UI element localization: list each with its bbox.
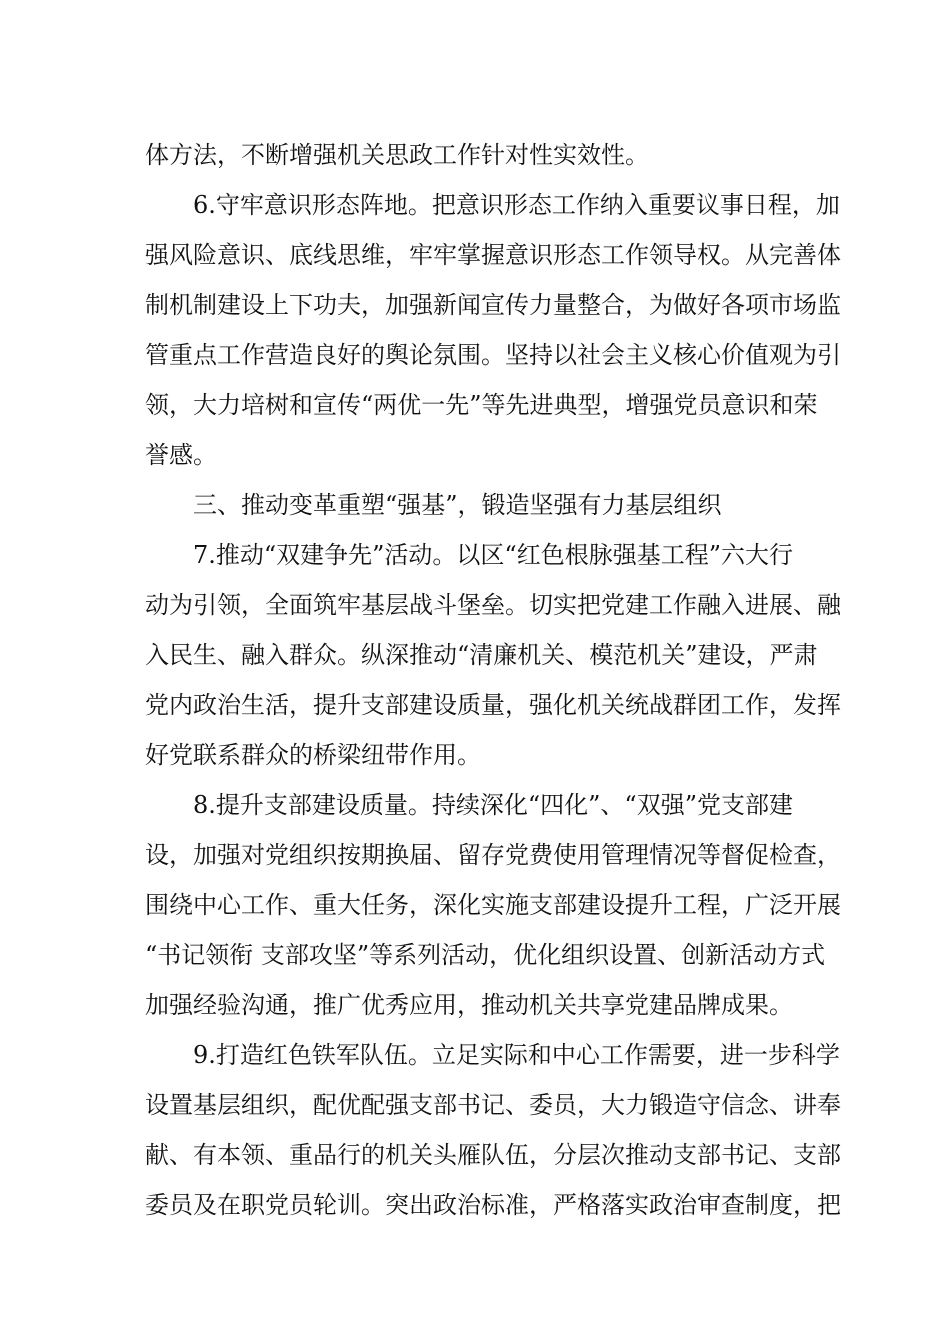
- text-line: 好党联系群众的桥梁纽带作用。: [145, 741, 481, 769]
- text-line: 入民生、融入群众。纵深推动“清廉机关、模范机关”建设，严肃: [145, 641, 818, 669]
- text-line: 管重点工作营造良好的舆论氛围。坚持以社会主义核心价值观为引: [145, 341, 841, 369]
- text-line: 围绕中心工作、重大任务，深化实施支部建设提升工程，广泛开展: [145, 891, 841, 919]
- text-line: 制机制建设上下功夫，加强新闻宣传力量整合，为做好各项市场监: [145, 291, 841, 319]
- paragraph-9: [145, 1030, 841, 1230]
- text-line: “书记领衔 支部攻坚”等系列活动，优化组织设置、创新活动方式: [145, 941, 826, 969]
- section-heading: [145, 480, 809, 530]
- paragraph-6: [145, 180, 841, 480]
- text-line: 领，大力培树和宣传“两优一先”等先进典型，增强党员意识和荣: [145, 391, 818, 419]
- paragraph-7: [145, 530, 841, 780]
- text-line: 8.提升支部建设质量。持续深化“四化”、“双强”党支部建: [193, 791, 793, 819]
- text-line: 加强经验沟通，推广优秀应用，推动机关共享党建品牌成果。: [145, 991, 793, 1019]
- document-body: [145, 130, 841, 1230]
- text-line: 委员及在职党员轮训。突出政治标准，严格落实政治审查制度，把: [145, 1191, 841, 1219]
- text-line: 体方法，不断增强机关思政工作针对性实效性。: [145, 141, 649, 169]
- text-line: 设，加强对党组织按期换届、留存党费使用管理情况等督促检查，: [145, 841, 841, 869]
- paragraph-continuation: [145, 130, 809, 180]
- text-line: 强风险意识、底线思维，牢牢掌握意识形态工作领导权。从完善体: [145, 241, 841, 269]
- text-line: 9.打造红色铁军队伍。立足实际和中心工作需要，进一步科学: [193, 1041, 840, 1069]
- section-heading-text: 三、推动变革重塑“强基”，锻造坚强有力基层组织: [193, 491, 722, 519]
- text-line: 献、有本领、重品行的机关头雁队伍，分层次推动支部书记、支部: [145, 1141, 841, 1169]
- text-line: 设置基层组织，配优配强支部书记、委员，大力锻造守信念、讲奉: [145, 1091, 841, 1119]
- text-line: 誉感。: [145, 441, 217, 469]
- text-line: 6.守牢意识形态阵地。把意识形态工作纳入重要议事日程，加: [193, 191, 840, 219]
- text-line: 党内政治生活，提升支部建设质量，强化机关统战群团工作，发挥: [145, 691, 841, 719]
- text-line: 动为引领，全面筑牢基层战斗堡垒。切实把党建工作融入进展、融: [145, 591, 841, 619]
- paragraph-8: [145, 780, 841, 1030]
- text-line: 7.推动“双建争先”活动。以区“红色根脉强基工程”六大行: [193, 541, 793, 569]
